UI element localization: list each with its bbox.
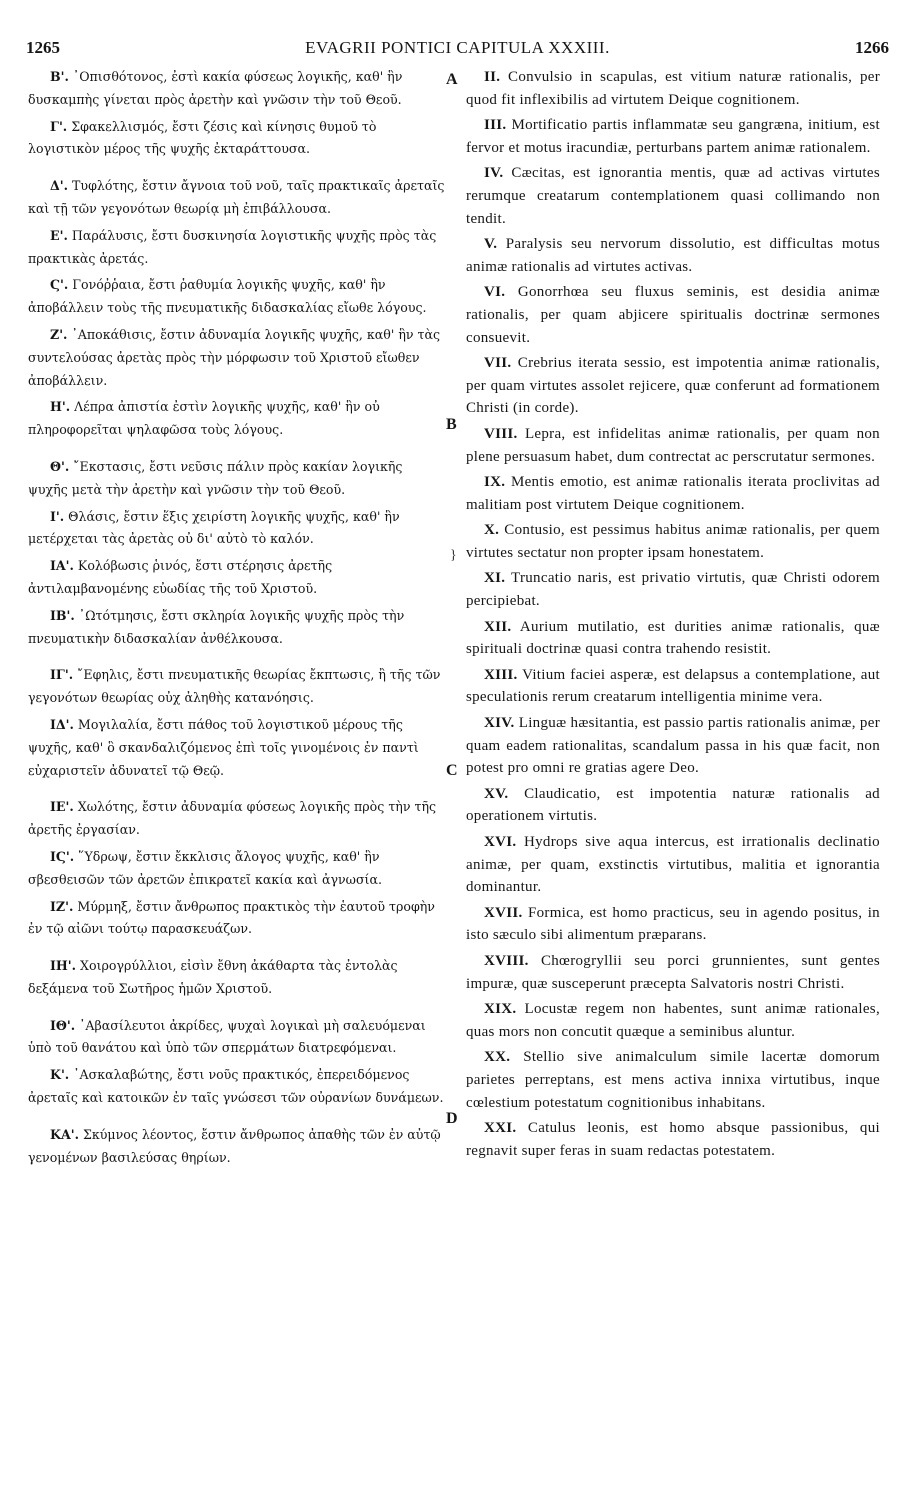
latin-entry: IX. Mentis emotio, est animæ rationalis iterata proclivitas ad malitiam post virtutem Deique cognitionem.	[466, 474, 880, 513]
greek-entry: ΙΕ'. Χωλότης, ἔστιν ἀδυναμία φύσεως λογικῆς πρὸς τὴν τῆς ἀρετῆς ἐργασίαν.	[28, 799, 437, 838]
latin-entry: XXI. Catulus leonis, est homo absque passionibus, qui regnavit super feras in suam redactas potestatem.	[466, 1120, 880, 1159]
latin-entry: XX. Stellio sive animalculum simile lacertæ domorum parietes perreptans, est mens activa innixa virtutibus, inque cœlestium potestatum cognitionibus inhabitans.	[466, 1049, 880, 1111]
running-title: EVAGRII PONTICI CAPITULA XXXIII.	[305, 38, 610, 57]
latin-entry: XVII. Formica, est homo practicus, seu in agendo positus, in isto sæculo sibi alimentum præparans.	[466, 904, 880, 944]
greek-entry: ΙϚ'. ῞Υδρωψ, ἔστιν ἔκκλισις ἄλογος ψυχῆς, καθ' ἣν σβεσθεισῶν τῶν ἀρετῶν ἐπικρατεῖ κακία καὶ ἀγνωσία.	[28, 848, 382, 887]
greek-entry: Δ'. Τυφλότης, ἔστιν ἄγνοια τοῦ νοῦ, ταῖς πρακτικαῖς ἀρεταῖς καὶ τῇ τῶν γεγονότων θεωρίᾳ μὴ ἐπιβάλλουσα.	[28, 178, 445, 216]
greek-entry: Ι'. Θλάσις, ἔστιν ἕξις χειρίστη λογικῆς ψυχῆς, καθ' ἣν μετέρχεται τὰς ἀρετὰς οὐ δι' αὐτὸ τὸ καλόν.	[28, 508, 400, 547]
latin-column	[466, 66, 880, 1461]
margin-handwritten-note: }	[450, 548, 457, 563]
page-number-left: 1265	[26, 38, 60, 57]
greek-entry: Ϛ'. Γονόῤῥαια, ἔστι ῥαθυμία λογικῆς ψυχῆς, καθ' ἣν ἀποβάλλειν τοὺς τῆς πνευματικῆς διδασκαλίας εἴωθε λόγους.	[28, 277, 427, 316]
page-header	[26, 38, 889, 62]
greek-entry: ΙΓ'. ῎Εφηλις, ἔστι πνευματικῆς θεωρίας ἔκπτωσις, ἢ τῆς τῶν γεγονότων θεωρίας οὐχ ἀληθὴς κατανόησις.	[28, 667, 441, 706]
latin-entry: XIII. Vitium faciei asperæ, est delapsus a contemplatione, aut speculationis rerum creatarum intelligentia minime vera.	[466, 666, 880, 706]
greek-entry: ΙΖ'. Μύρμηξ, ἔστιν ἄνθρωπος πρακτικὸς τὴν ἑαυτοῦ τροφὴν ἐν τῷ αἰῶνι τούτῳ παρασκευάζων.	[28, 898, 435, 937]
latin-entry: IV. Cæcitas, est ignorantia mentis, quæ ad activas virtutes rerumque creatarum contemplationem quasi collimando non tendit.	[466, 165, 880, 227]
margin-letter-c: C	[446, 762, 458, 779]
latin-entry: II. Convulsio in scapulas, est vitium naturæ rationalis, per quod fit inflexibilis ad virtutem Deique cognitionem.	[466, 69, 880, 108]
margin-letter-a: A	[446, 71, 458, 88]
latin-entry: XVIII. Chœrogryllii seu porci grunnientes, sunt gentes impuræ, quæ susceperunt præcepta Salvatoris nostri Christi.	[466, 952, 880, 992]
greek-entry: ΙΗ'. Χοιρογρύλλιοι, εἰσὶν ἔθνη ἀκάθαρτα τὰς ἐντολὰς δεξάμενα τοῦ Σωτῆρος ἡμῶν Χριστοῦ.	[28, 958, 398, 996]
margin-letter-b: B	[446, 416, 457, 433]
greek-entry: ΙΘ'. ᾿Αβασίλευτοι ἀκρίδες, ψυχαὶ λογικαὶ μὴ σαλευόμεναι ὑπὸ τοῦ θανάτου καὶ ὑπὸ τῶν σπερμάτων διατρεφόμεναι.	[28, 1017, 426, 1056]
greek-entry: Β'. ᾿Οπισθότονος, ἐστὶ κακία φύσεως λογικῆς, καθ' ἣν δυσκαμπὴς γίνεται πρὸς ἀρετὴν καὶ γνῶσιν τὴν τοῦ Θεοῦ.	[28, 69, 403, 107]
greek-entry: Ζ'. ᾿Αποκάθισις, ἔστιν ἀδυναμία λογικῆς ψυχῆς, καθ' ἣν τὰς συντελούσας ἀρετὰς πρὸς τὴν μόρφωσιν τοῦ Χριστοῦ εἴωθεν ἀποβάλλειν.	[28, 326, 441, 388]
latin-entry: VII. Crebrius iterata sessio, est impotentia animæ rationalis, per quam virtutes assolet rejicere, quæ conferunt ad formationem Christi (in corde).	[466, 355, 880, 417]
latin-entry: XIV. Linguæ hæsitantia, est passio partis rationalis animæ, per quam eadem rationalitas, scandalum passa in his quæ facit, non potest pro omni re gratias agere Deo.	[466, 715, 880, 777]
greek-entry: Ε'. Παράλυσις, ἔστι δυσκινησία λογιστικῆς ψυχῆς πρὸς τὰς πρακτικὰς ἀρετάς.	[28, 227, 437, 266]
latin-entry: XVI. Hydrops sive aqua intercus, est irrationalis declinatio animæ, per quam, exstinctis virtutibus, malitia et ignorantia dominantur.	[466, 834, 880, 896]
greek-entry: ΙΑ'. Κολόβωσις ῥινός, ἔστι στέρησις ἀρετῆς ἀντιλαμβανομένης εὐωδίας τῆς τοῦ Χριστοῦ.	[28, 558, 333, 596]
greek-entry: Γ'. Σφακελλισμός, ἔστι ζέσις καὶ κίνησις θυμοῦ τὸ λογιστικὸν μέρος τῆς ψυχῆς ἐκταράττουσα.	[28, 118, 377, 157]
greek-entry: Κ'. ᾿Ασκαλαβώτης, ἔστι νοῦς πρακτικός, ἐπερειδόμενος ἀρεταῖς καὶ κατοικῶν ἐν ταῖς γνώσεσι τῶν οὐρανίων δυνάμεων.	[28, 1067, 444, 1106]
latin-entry: VIII. Lepra, est infidelitas animæ rationalis, per quam non plene persuasum habet, dum contrectat ac perscrutatur sermones.	[466, 425, 880, 465]
latin-entry: XIX. Locustæ regem non habentes, sunt animæ rationales, quas mors non concutit quæque a seminibus aluntur.	[466, 1001, 880, 1040]
latin-entry: III. Mortificatio partis inflammatæ seu gangræna, initium, est fervor et motus iracundiæ, perturbans partem animæ rationalem.	[466, 117, 880, 156]
latin-entry: V. Paralysis seu nervorum dissolutio, est difficultas motus animæ rationalis ad virtutes activas.	[466, 236, 880, 275]
greek-entry: Η'. Λέπρα ἀπιστία ἐστὶν λογικῆς ψυχῆς, καθ' ἣν οὐ πληροφορεῖται ψηλαφῶσα τοὺς λόγους.	[28, 399, 380, 438]
greek-entry: ΚΑ'. Σκύμνος λέοντος, ἔστιν ἄνθρωπος ἀπαθὴς τῶν ἐν αὐτῷ γενομένων βασιλεύσας θηρίων.	[28, 1126, 441, 1165]
greek-entry: Θ'. ῎Εκστασις, ἔστι νεῦσις πάλιν πρὸς κακίαν λογικῆς ψυχῆς μετὰ τὴν ἀρετὴν καὶ γνῶσιν τὴν τοῦ Θεοῦ.	[28, 458, 403, 497]
greek-column	[28, 66, 445, 1461]
margin-letter-d: D	[446, 1110, 458, 1127]
latin-entry: XI. Truncatio naris, est privatio virtutis, quæ Christi odorem percipiebat.	[466, 570, 881, 610]
latin-entry: XV. Claudicatio, est impotentia naturæ rationalis ad operationem virtutis.	[466, 785, 880, 825]
greek-entry: ΙΔ'. Μογιλαλία, ἔστι πάθος τοῦ λογιστικοῦ μέρους τῆς ψυχῆς, καθ' ὃ σκανδαλιζόμενος ἐπὶ τοῖς γινομένοις ἐν παντὶ εὐχαριστεῖν ἀδυνατεῖ τῷ Θεῷ.	[28, 716, 419, 778]
latin-entry: X. Contusio, est pessimus habitus animæ rationalis, per quem virtutes sectatur non propter ipsam honestatem.	[466, 522, 880, 561]
latin-entry: XII. Aurium mutilatio, est durities animæ rationalis, quæ spirituali doctrinæ quasi contra trahendo resistit.	[466, 618, 880, 658]
page-number-right: 1266	[855, 38, 889, 57]
greek-entry: ΙΒ'. ᾿Ωτότμησις, ἔστι σκληρία λογικῆς ψυχῆς πρὸς τὴν πνευματικὴν διδασκαλίαν ἀνθέλκουσα.	[28, 607, 405, 646]
latin-entry: VI. Gonorrhœa seu fluxus seminis, est desidia animæ rationalis, per quam abjicere spiritualis doctrinæ sermones consuevit.	[466, 284, 880, 346]
